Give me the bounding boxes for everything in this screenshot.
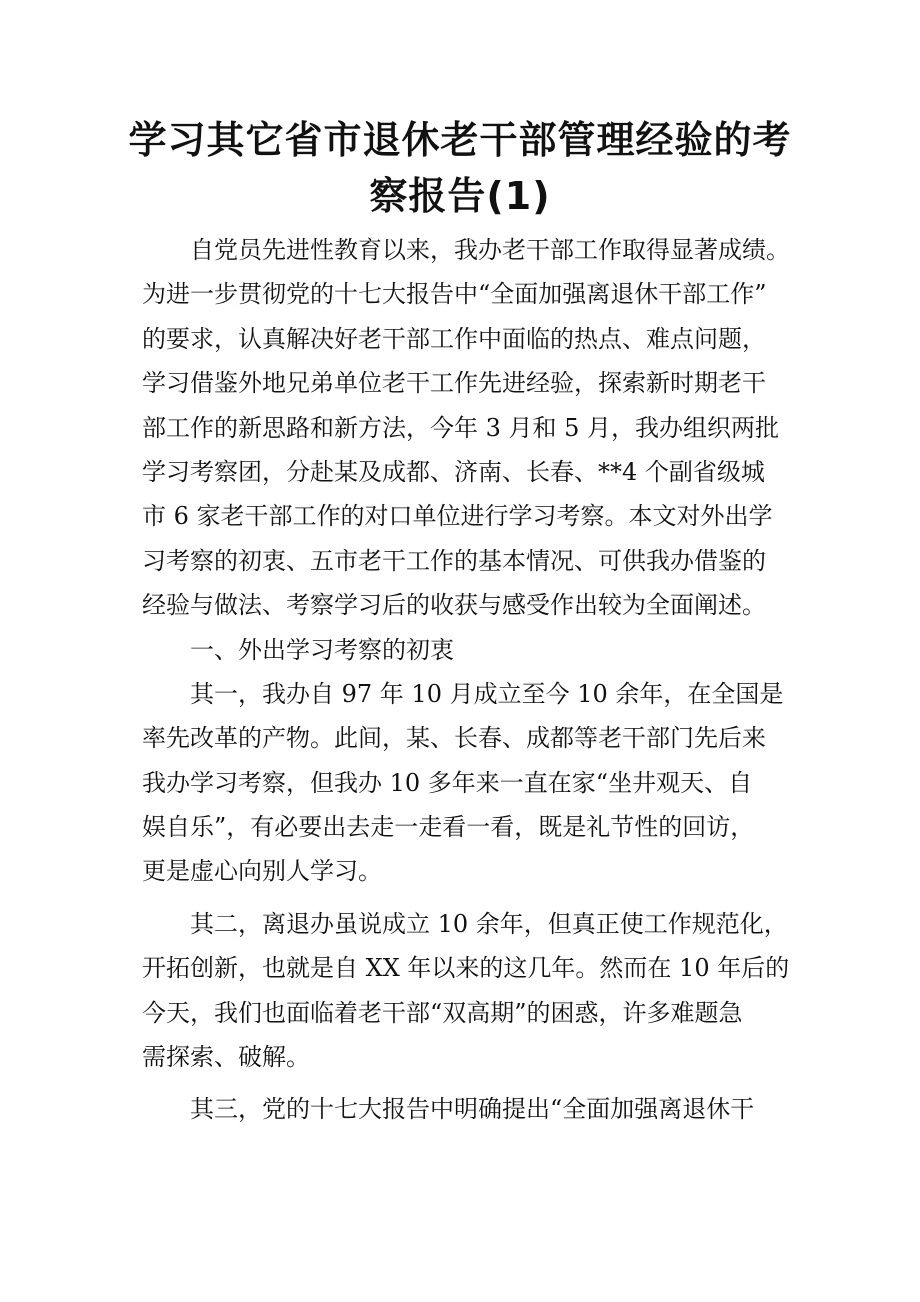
document-title [110, 112, 810, 224]
text-line: 今天，我们也面临着老干部“双高期”的困惑，许多难题急 [142, 998, 743, 1027]
section-heading [142, 628, 782, 672]
text-line: 的要求，认真解决好老干部工作中面临的热点、难点问题， [142, 324, 766, 353]
title-line-2: 察报告(1) [369, 174, 551, 218]
text-line: 率先改革的产物。此间，某、长春、成都等老干部门先后来 [142, 724, 766, 753]
paragraph-first [142, 672, 782, 894]
text-line: 需探索、破解。 [142, 1043, 310, 1072]
text-line: 开拓创新，也就是自 XX 年以来的这几年。然而在 10 年后的 [142, 954, 790, 983]
text-line: 其一，我办自 97 年 10 月成立至今 10 余年，在全国是 [190, 679, 784, 708]
text-line: 其二，离退办虽说成立 10 余年，但真正使工作规范化， [190, 909, 788, 938]
text-line: 娱自乐”，有必要出去走一走看一看，既是礼节性的回访， [142, 813, 755, 842]
intro-paragraph [142, 228, 790, 628]
paragraph-second [142, 902, 790, 1080]
section-heading-text: 一、外出学习考察的初衷 [190, 635, 454, 664]
paragraph-spacer [142, 894, 782, 902]
text-line: 为进一步贯彻党的十七大报告中“全面加强离退休干部工作” [142, 280, 767, 309]
text-line: 自党员先进性教育以来，我办老干部工作取得显著成绩。 [190, 236, 790, 264]
text-line: 学习借鉴外地兄弟单位老干工作先进经验，探索新时期老干 [142, 369, 766, 398]
paragraph-third [142, 1087, 782, 1131]
text-line: 我办学习考察，但我办 10 多年来一直在家“坐井观天、自 [142, 768, 753, 797]
text-line: 更是虚心向别人学习。 [142, 857, 382, 886]
text-line: 其三，党的十七大报告中明确提出“全面加强离退休干 [190, 1095, 755, 1124]
text-line: 学习考察团，分赴某及成都、济南、长春、**4 个副省级城 [142, 457, 765, 486]
text-line: 部工作的新思路和新方法，今年 3 月和 5 月，我办组织两批 [142, 413, 780, 442]
text-line: 经验与做法、考察学习后的收获与感受作出较为全面阐述。 [142, 591, 766, 620]
title-line-1: 学习其它省市退休老干部管理经验的考 [128, 118, 792, 162]
text-line: 市 6 家老干部工作的对口单位进行学习考察。本文对外出学 [142, 502, 773, 531]
paragraph-spacer [142, 1079, 782, 1087]
text-line: 习考察的初衷、五市老干工作的基本情况、可供我办借鉴的 [142, 546, 766, 575]
document-body [142, 228, 790, 1132]
